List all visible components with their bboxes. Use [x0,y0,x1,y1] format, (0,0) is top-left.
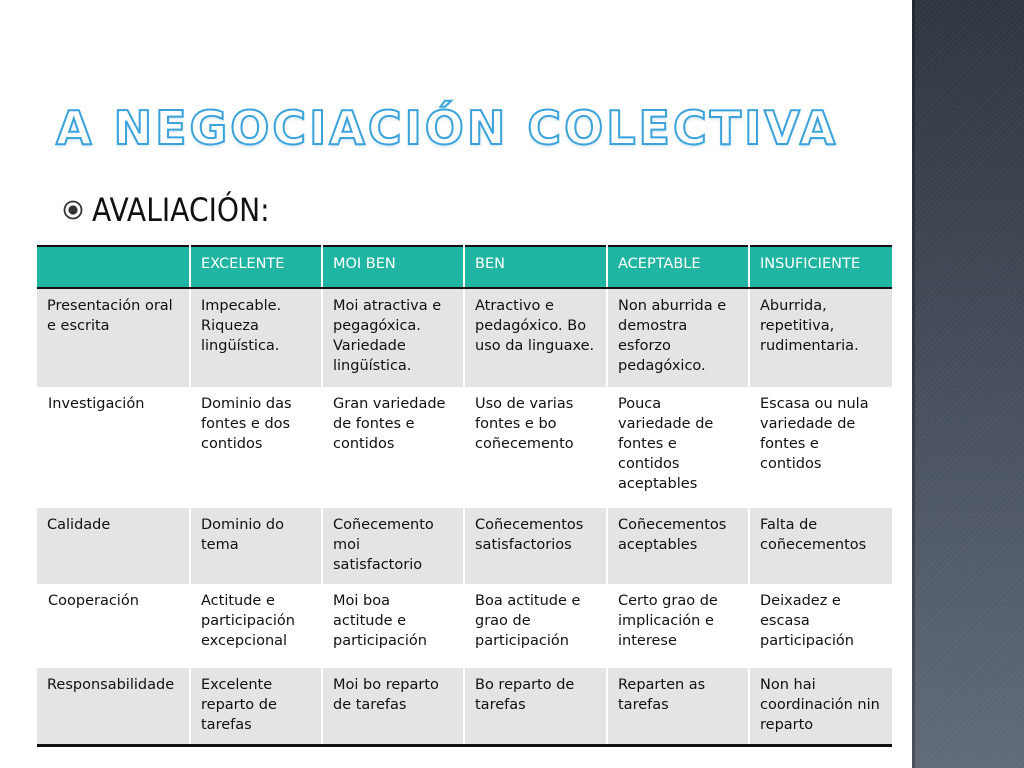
table-cell: Deixadez e escasa participación [749,584,892,668]
table-row [37,668,892,746]
header-moi-ben: MOI BEN [322,246,464,288]
table-cell: Actitude e participación excepcional [190,584,322,668]
table-cell: Bo reparto de tarefas [464,668,607,746]
row-criterion: Cooperación [37,584,190,668]
table-row [37,387,892,508]
row-criterion: Presentación oral e escrita [37,288,190,387]
table-cell: Dominio do tema [190,508,322,584]
decorative-side-panel [912,0,1024,768]
table-cell: Falta de coñecementos [749,508,892,584]
table-cell: Pouca variedade de fontes e contidos aceptables [607,387,749,508]
table-cell: Uso de varias fontes e bo coñecemento [464,387,607,508]
header-criterion [37,246,190,288]
radio-bullet-icon [62,199,84,221]
table-cell: Non aburrida e demostra esforzo pedagóxico. [607,288,749,387]
bullet-label: AVALIACIÓN: [92,191,270,229]
table-row [37,584,892,668]
table-cell: Non hai coordinación nin reparto [749,668,892,746]
table-header-row [37,246,892,288]
bullet-item [62,188,294,232]
table-cell: Coñecemento moi satisfactorio [322,508,464,584]
row-criterion: Responsabilidade [37,668,190,746]
table-cell: Boa actitude e grao de participación [464,584,607,668]
table-cell: Coñecementos aceptables [607,508,749,584]
table-row [37,288,892,387]
row-criterion: Calidade [37,508,190,584]
header-insuficiente: INSUFICIENTE [749,246,892,288]
table-cell: Atractivo e pedagóxico. Bo uso da linguaxe. [464,288,607,387]
table-cell: Aburrida, repetitiva, rudimentaria. [749,288,892,387]
table-row [37,508,892,584]
table-cell: Escasa ou nula variedade de fontes e contidos [749,387,892,508]
table-cell: Moi bo reparto de tarefas [322,668,464,746]
header-ben: BEN [464,246,607,288]
table-cell: Coñecementos satisfactorios [464,508,607,584]
table-cell: Gran variedade de fontes e contidos [322,387,464,508]
table-cell: Dominio das fontes e dos contidos [190,387,322,508]
header-aceptable: ACEPTABLE [607,246,749,288]
table-cell: Moi boa actitude e participación [322,584,464,668]
header-excelente: EXCELENTE [190,246,322,288]
table-cell: Moi atractiva e pegagóxica. Variedade lingüística. [322,288,464,387]
table-cell: Impecable. Riqueza lingüística. [190,288,322,387]
table-cell: Reparten as tarefas [607,668,749,746]
table-cell: Certo grao de implicación e interese [607,584,749,668]
table-cell: Excelente reparto de tarefas [190,668,322,746]
row-criterion: Investigación [37,387,190,508]
slide-title: A NEGOCIACIÓN COLECTIVA [56,101,839,155]
evaluation-rubric-table [36,245,892,747]
